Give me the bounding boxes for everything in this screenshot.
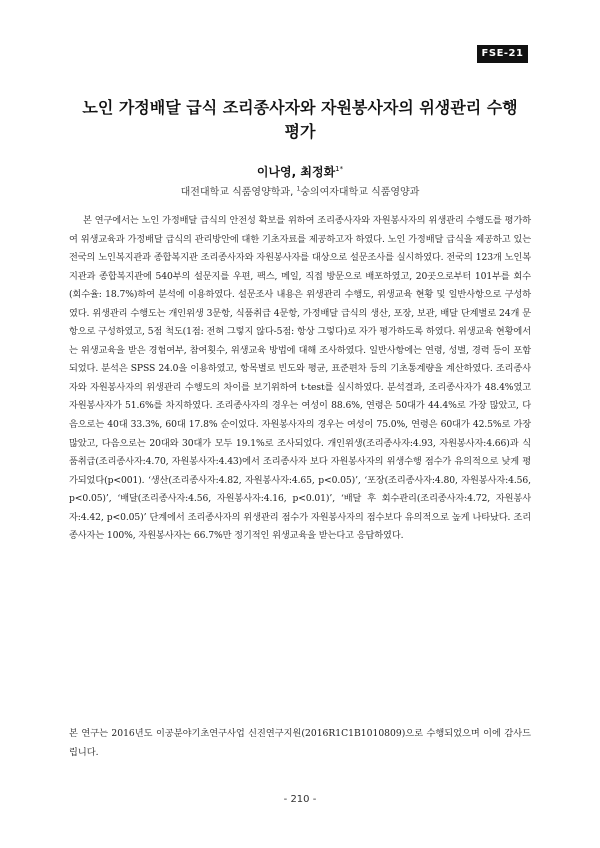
author-affiliation-mark: 1* bbox=[335, 165, 344, 173]
author-list bbox=[0, 163, 600, 180]
author-name: 최정화 bbox=[300, 165, 336, 179]
page-number: - 210 - bbox=[283, 794, 317, 805]
author-separator: , bbox=[291, 165, 301, 179]
affiliation-mark: 1 bbox=[296, 185, 301, 193]
affiliation: 숭의여자대학교 식품영양과 bbox=[300, 187, 420, 198]
author-name: 이나영 bbox=[256, 165, 292, 179]
acknowledgment: 본 연구는 2016년도 이공분야기초연구사업 신진연구지원(2016R1C1B1010809)으로 수행되었으며 이에 감사드립니다. bbox=[69, 728, 531, 758]
paper-title: 노인 가정배달 급식 조리종사자와 자원봉사자의 위생관리 수행 평가 bbox=[82, 98, 518, 141]
affiliation: 대전대학교 식품영양학과 bbox=[180, 187, 291, 198]
affiliation-line bbox=[0, 183, 600, 198]
abstract-body: 본 연구에서는 노인 가정배달 급식의 안전성 확보를 위하여 조리종사자와 자원봉사자의 위생관리 수행도를 평가하여 위생교육과 가정배달 급식의 관리방안에 대한 기초자료를 제공하고자 하였다. 노인 가정배달 급식을 제공하고 있는 전국의 노인복지관과 종합복지관 조리종사자와 자원봉사자를 대상으로 설문조사를 실시하였다. 전국의 123개 노인복지관과 종합복지관에 540부의 설문지를 우편, 팩스, 메일, 직접 방문으로 배포하였고, 20곳으로부터 101부를 회수(회수율: 18.7%)하여 분석에 이용하였다. 설문조사 내용은 위생관리 수행도, 위생교육 현황 및 일반사항으로 구성하였다. 위생관리 수행도는 개인위생 3문항, 식품취급 4문항, 가정배달 급식의 생산, 포장, 보관, 배달 단계별로 24개 문항으로 구성하였고, 5점 척도(1점: 전혀 그렇지 않다-5점: 항상 그렇다)로 자가 평가하도록 하였다. 위생교육 현황에서는 위생교육을 받은 경험여부, 참여횟수, 위생교육 방법에 대해 조사하였다. 일반사항에는 연령, 성별, 경력 등이 포함되었다. 분석은 SPSS 24.0을 이용하였고, 항목별로 빈도와 평균, 표준편차 등의 기초통계량을 계산하였다. 조리종사자와 자원봉사자의 위생관리 수행도의 차이를 보기위하여 t-test를 실시하였다. 분석결과, 조리종사자가 48.4%였고 자원봉사자가 51.6%를 차지하였다. 조리종사자의 경우는 여성이 88.6%, 연령은 50대가 44.4%로 가장 많았고, 다음으로는 40대 33.3%, 60대 17.8% 순이었다. 자원봉사자의 경우는 여성이 75.0%, 연령은 60대가 42.5%로 가장 많았고, 다음으로는 20대와 30대가 모두 19.1%로 조사되었다. 개인위생(조리종사자:4.93, 자원봉사자:4.66)과 식품취급(조리종사자:4.70, 자원봉사자:4.43)에서 조리종사자 보다 자원봉사자의 위생수행 점수가 유의적으로 낮게 평가되었다(p<001). ‘생산(조리종사자:4.82, 자원봉사자:4.65, p<0.05)’, ‘포장(조리종사자:4.80, 자원봉사자:4.56, p<0.05)’, ‘배달(조리종사자:4.56, 자원봉사자:4.16, p<0.01)’, ‘배달 후 회수관리(조리종사자:4.72, 자원봉사자:4.42, p<0.05)’ 단계에서 조리종사자의 위생관리 점수가 자원봉사자의 점수보다 유의적으로 높게 나타났다. 조리종사자는 100%, 자원봉사자는 66.7%만 정기적인 위생교육을 받는다고 응답하였다. bbox=[69, 215, 531, 542]
session-badge: FSE-21 bbox=[477, 45, 528, 63]
affiliation-separator: , bbox=[290, 187, 297, 198]
